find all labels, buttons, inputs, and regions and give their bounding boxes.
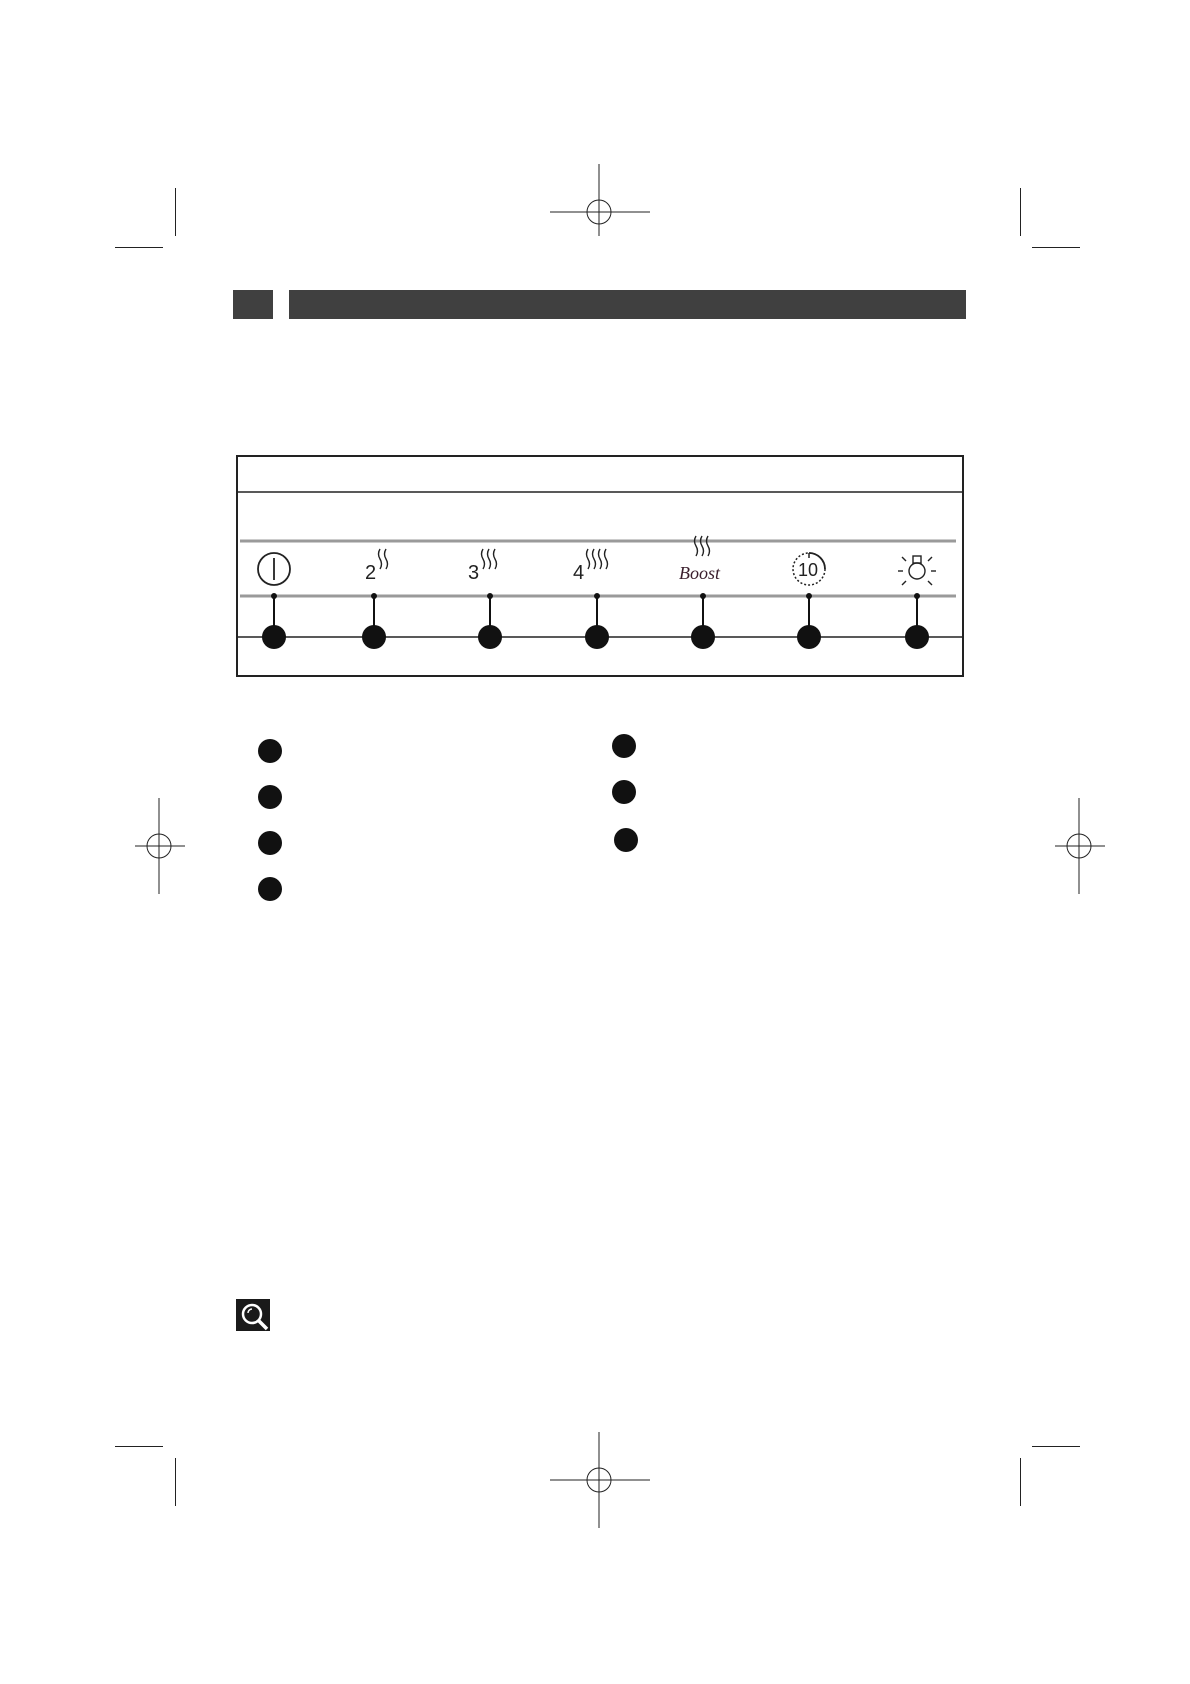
registration-mark-left — [113, 798, 213, 898]
light-button[interactable] — [898, 556, 936, 649]
registration-mark-bottom — [550, 1432, 650, 1532]
fan-speed-icon — [379, 549, 388, 569]
control-panel-svg — [238, 457, 962, 675]
registration-mark-top — [550, 164, 650, 264]
section-title-bar — [289, 290, 966, 319]
fan-speed-icon — [482, 549, 497, 569]
registration-mark-right — [1030, 798, 1130, 898]
callout-dot — [905, 625, 929, 649]
callout-dot — [585, 625, 609, 649]
magnifier-icon — [236, 1299, 270, 1333]
callout-dot — [797, 625, 821, 649]
callout-dot — [362, 625, 386, 649]
legend-dot — [258, 877, 282, 901]
fan-speed-icon — [587, 549, 608, 569]
speed-2-label: 2 — [365, 562, 377, 584]
power-button[interactable] — [258, 553, 290, 649]
speed-4-button[interactable] — [573, 549, 609, 649]
legend-dot — [614, 828, 638, 852]
speed-4-label: 4 — [573, 562, 585, 584]
speed-3-button[interactable] — [468, 549, 502, 649]
speed-3-label: 3 — [468, 562, 480, 584]
callout-dot — [691, 625, 715, 649]
callout-dot — [478, 625, 502, 649]
speed-2-button[interactable] — [362, 549, 388, 649]
legend-dot — [612, 734, 636, 758]
section-number-tab — [233, 290, 273, 319]
boost-button[interactable] — [679, 536, 721, 649]
callout-dot — [262, 625, 286, 649]
legend-dot — [258, 785, 282, 809]
boost-label: Boost — [679, 563, 721, 583]
timer-button[interactable] — [793, 553, 825, 649]
timer-label: 10 — [798, 560, 819, 580]
control-panel-diagram — [236, 455, 964, 677]
legend-dot — [258, 739, 282, 763]
power-icon — [258, 553, 290, 585]
legend-dot — [258, 831, 282, 855]
boost-icon — [695, 536, 710, 556]
legend-dot — [612, 780, 636, 804]
light-bulb-icon — [898, 556, 936, 585]
